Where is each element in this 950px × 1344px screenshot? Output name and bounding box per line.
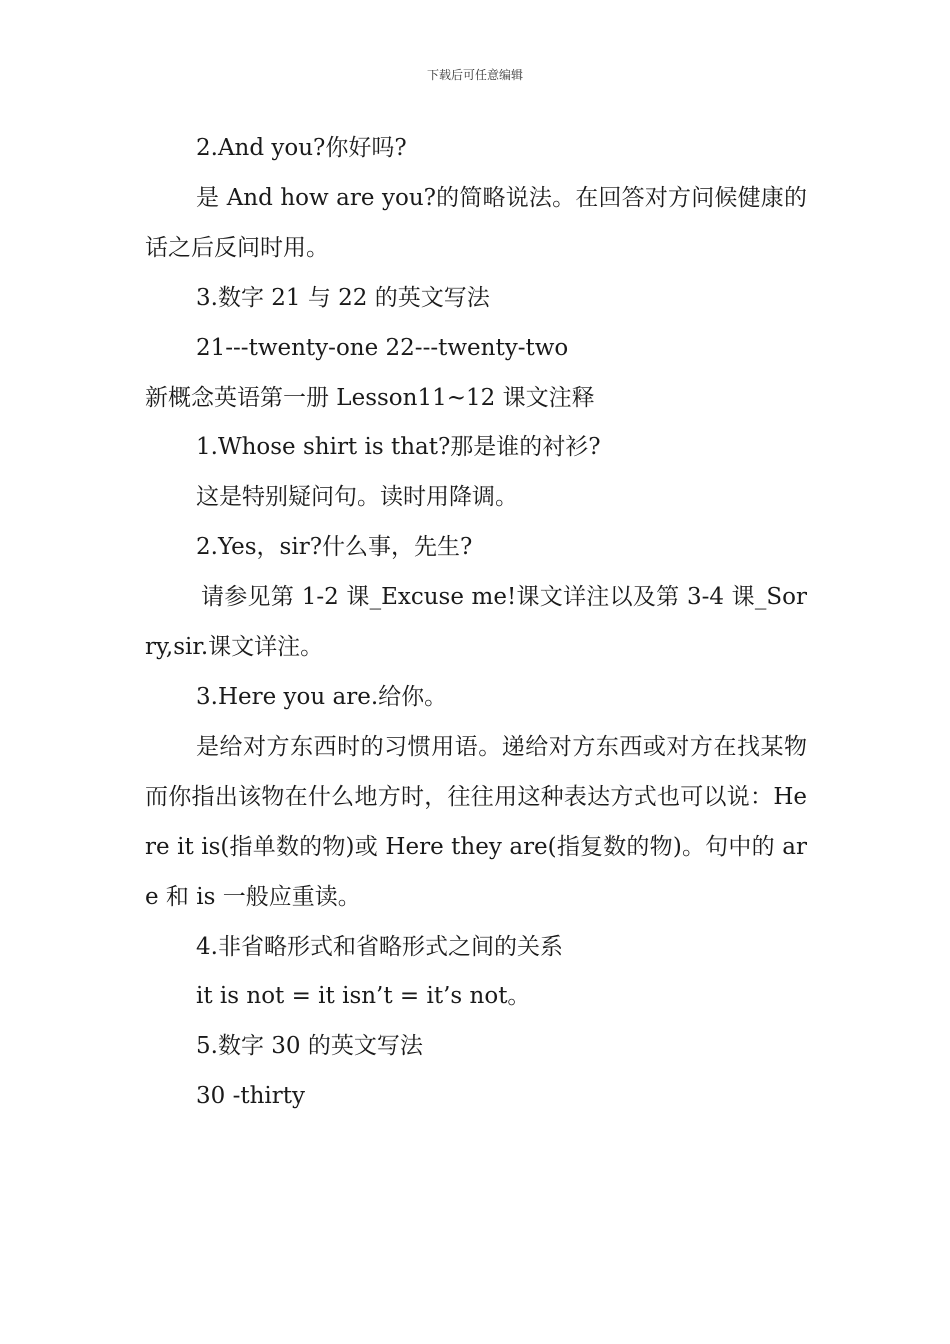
paragraph-number-21-22: 21---twenty-one 22---twenty-two <box>196 334 569 361</box>
paragraph-yes-sir-note: 请参见第 1-2 课_Excuse me!课文详注以及第 3-4 课_Sorry,sir.课文详注。 <box>145 584 807 661</box>
paragraph-here-you-are-note: 是给对方东西时的习惯用语。递给对方东西或对方在找某物而你指出该物在什么地方时，往往用这种表达方式也可以说：Here it is(指单数的物)或 Here they are(指复数的物)。句中的 are 和 is 一般应重读。 <box>145 733 807 910</box>
paragraph-and-you: 2.And you?你好吗? <box>196 135 407 161</box>
paragraph-number-30-heading: 5.数字 30 的英文写法 <box>196 1033 423 1060</box>
paragraph-yes-sir: 2.Yes，sir?什么事，先生? <box>196 534 473 561</box>
paragraph-contraction-heading: 4.非省略形式和省略形式之间的关系 <box>196 933 563 960</box>
paragraph-whose-shirt: 1.Whose shirt is that?那是谁的衬衫? <box>196 434 601 461</box>
paragraph-number-30: 30 -thirty <box>196 1083 305 1110</box>
paragraph-contraction-example: it is not = it isn’t = it’s not。 <box>196 983 531 1010</box>
page-header: 下载后可任意编辑 <box>426 68 523 82</box>
paragraph-here-you-are: 3.Here you are.给你。 <box>196 683 448 710</box>
section-title: 新概念英语第一册 Lesson11~12 课文注释 <box>145 384 595 411</box>
paragraph-and-you-note: 是 And how are you?的简略说法。在回答对方问候健康的话之后反问时用。 <box>145 184 807 261</box>
paragraph-number-21-22-heading: 3.数字 21 与 22 的英文写法 <box>196 284 490 311</box>
document-body <box>145 124 807 1122</box>
paragraph-whose-shirt-note: 这是特别疑问句。读时用降调。 <box>196 484 518 511</box>
